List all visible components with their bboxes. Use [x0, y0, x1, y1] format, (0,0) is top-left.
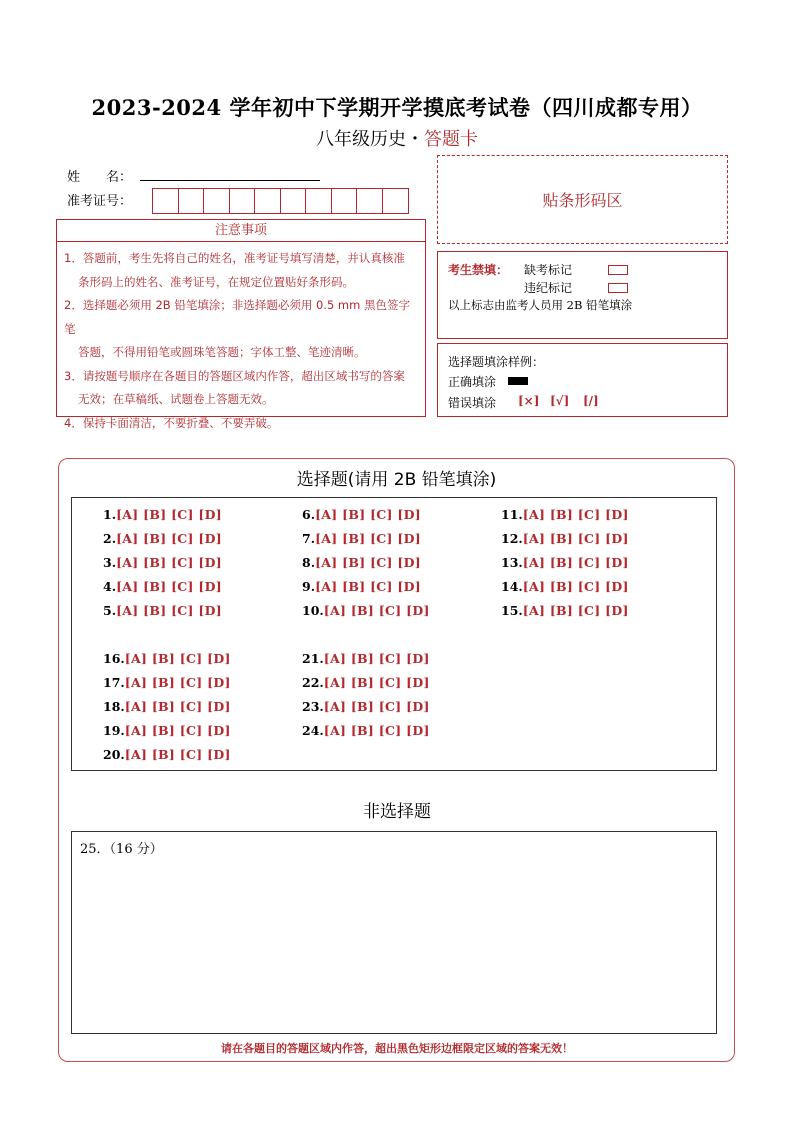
notice-line: 4．保持卡面清洁，不要折叠、不要弄破。 — [64, 415, 279, 430]
id-digit-box[interactable] — [255, 189, 281, 213]
question-row-11[interactable] — [501, 507, 629, 522]
q25-label: 25．（16 分） — [80, 842, 163, 857]
question-row-5[interactable] — [103, 603, 222, 618]
fill-sample-box — [437, 343, 728, 417]
answer-options[interactable]: [A] [B] [C] [D] — [323, 675, 430, 690]
question-number: 15. — [501, 603, 523, 618]
question-row-14[interactable] — [501, 579, 629, 594]
answer-options[interactable]: [A] [B] [C] [D] — [522, 555, 629, 570]
question-row-15[interactable] — [501, 603, 629, 618]
question-number: 5. — [103, 603, 117, 618]
notice-header: 注意事项 — [56, 219, 426, 242]
answer-options[interactable]: [A] [B] [C] [D] — [116, 507, 222, 522]
question-row-19[interactable] — [103, 723, 231, 738]
forbid-box — [437, 251, 728, 339]
id-label: 准考证号： — [67, 194, 133, 209]
question-row-3[interactable] — [103, 555, 222, 570]
sample-title: 选择题填涂样例： — [448, 355, 545, 369]
answer-options[interactable]: [A] [B] [C] [D] — [323, 699, 430, 714]
id-digit-box[interactable] — [383, 189, 409, 213]
answer-options[interactable]: [A] [B] [C] [D] — [116, 603, 222, 618]
wrong-mark-cross: [×] — [518, 394, 540, 408]
question-number: 10. — [302, 603, 324, 618]
question-row-10[interactable] — [302, 603, 430, 618]
nonchoice-section-title: 非选择题 — [363, 802, 431, 822]
question-number: 16. — [103, 651, 125, 666]
question-row-4[interactable] — [103, 579, 222, 594]
question-row-1[interactable] — [103, 507, 222, 522]
question-number: 7. — [302, 531, 316, 546]
question-number: 19. — [103, 723, 125, 738]
question-number: 3. — [103, 555, 117, 570]
notice-line: 1．答题前，考生先将自己的姓名，准考证号填写清楚，并认真核准 — [64, 251, 405, 265]
absent-label: 缺考标记 — [524, 263, 573, 277]
answer-options[interactable]: [A] [B] [C] [D] — [323, 603, 430, 618]
answer-options[interactable]: [A] [B] [C] [D] — [522, 579, 629, 594]
question-row-24[interactable] — [302, 723, 430, 738]
question-row-13[interactable] — [501, 555, 629, 570]
notice-line: 答题，不得用铅笔或圆珠笔答题；字体工整、笔迹清晰。 — [78, 345, 366, 359]
correct-fill-mark — [508, 377, 528, 385]
question-number: 23. — [302, 699, 324, 714]
notice-line: 3．请按题号顺序在各题目的答题区域内作答，超出区域书写的答案 — [64, 368, 405, 383]
name-label: 姓 名： — [67, 170, 133, 185]
answer-options[interactable]: [A] [B] [C] [D] — [522, 531, 629, 546]
id-digit-box[interactable] — [179, 189, 205, 213]
id-digit-box[interactable] — [153, 189, 179, 213]
id-digit-box[interactable] — [230, 189, 256, 213]
answer-options[interactable]: [A] [B] [C] [D] — [116, 555, 222, 570]
barcode-label: 贴条形码区 — [542, 191, 623, 210]
question-number: 13. — [501, 555, 523, 570]
question-number: 12. — [501, 531, 523, 546]
question-row-20[interactable] — [103, 747, 231, 762]
notice-item — [64, 365, 419, 412]
answer-options[interactable]: [A] [B] [C] [D] — [116, 579, 222, 594]
question-row-2[interactable] — [103, 531, 222, 546]
question-number: 21. — [302, 651, 324, 666]
question-number: 22. — [302, 675, 324, 690]
question-number: 4. — [103, 579, 117, 594]
question-number: 14. — [501, 579, 523, 594]
answer-options[interactable]: [A] [B] [C] [D] — [124, 675, 231, 690]
notice-line: 2．选择题必须用 2B 铅笔填涂；非选择题必须用 0.5 mm 黑色签字笔 — [64, 298, 410, 336]
wrong-mark-slash: [/] — [583, 394, 599, 408]
answer-options[interactable]: [A] [B] [C] [D] — [124, 747, 231, 762]
answer-options[interactable]: [A] [B] [C] [D] — [315, 531, 421, 546]
answer-options[interactable]: [A] [B] [C] [D] — [315, 507, 421, 522]
question-number: 11. — [501, 507, 523, 522]
notice-line: 无效；在草稿纸、试题卷上答题无效。 — [78, 392, 274, 406]
question-row-8[interactable] — [302, 555, 421, 570]
id-digit-box[interactable] — [357, 189, 383, 213]
question-number: 18. — [103, 699, 125, 714]
id-digit-box[interactable] — [306, 189, 332, 213]
question-row-6[interactable] — [302, 507, 421, 522]
answer-options[interactable]: [A] [B] [C] [D] — [124, 699, 231, 714]
question-number: 6. — [302, 507, 316, 522]
answer-options[interactable]: [A] [B] [C] [D] — [323, 723, 430, 738]
notice-item — [64, 412, 419, 436]
question-row-17[interactable] — [103, 675, 231, 690]
wrong-mark-check: [√] — [550, 394, 570, 408]
question-number: 8. — [302, 555, 316, 570]
answer-options[interactable]: [A] [B] [C] [D] — [522, 603, 629, 618]
answer-options[interactable]: [A] [B] [C] [D] — [116, 531, 222, 546]
question-row-9[interactable] — [302, 579, 421, 594]
question-row-21[interactable] — [302, 651, 430, 666]
id-digit-box[interactable] — [281, 189, 307, 213]
answer-options[interactable]: [A] [B] [C] [D] — [522, 507, 629, 522]
answer-options[interactable]: [A] [B] [C] [D] — [323, 651, 430, 666]
notice-item — [64, 294, 419, 365]
violation-label: 违纪标记 — [524, 281, 573, 295]
q25-answer-box[interactable] — [71, 831, 717, 1034]
question-row-18[interactable] — [103, 699, 231, 714]
footer-warning: 请在各题目的答题区域内作答，超出黑色矩形边框限定区域的答案无效！ — [221, 1042, 573, 1055]
answer-options[interactable]: [A] [B] [C] [D] — [315, 579, 421, 594]
question-row-12[interactable] — [501, 531, 629, 546]
notice-line: 条形码上的姓名、准考证号，在规定位置贴好条形码。 — [78, 274, 354, 289]
question-number: 9. — [302, 579, 316, 594]
exam-id-boxes[interactable] — [152, 188, 409, 214]
question-number: 2. — [103, 531, 117, 546]
answer-options[interactable]: [A] [B] [C] [D] — [124, 651, 231, 666]
forbid-note: 以上标志由监考人员用 2B 铅笔填涂 — [448, 298, 633, 312]
subtitle-answer-sheet: 答题卡 — [424, 129, 478, 150]
question-number: 1. — [103, 507, 117, 522]
exam-subtitle — [0, 125, 794, 151]
question-row-22[interactable] — [302, 675, 430, 690]
absent-mark-box[interactable] — [608, 265, 628, 275]
notice-box — [56, 241, 426, 430]
answer-options[interactable]: [A] [B] [C] [D] — [124, 723, 231, 738]
id-digit-box[interactable] — [332, 189, 358, 213]
question-number: 20. — [103, 747, 125, 762]
question-row-7[interactable] — [302, 531, 421, 546]
question-row-16[interactable] — [103, 651, 231, 666]
question-number: 24. — [302, 723, 324, 738]
question-row-23[interactable] — [302, 699, 430, 714]
choice-section-title: 选择题(请用 2B 铅笔填涂) — [296, 470, 497, 490]
id-digit-box[interactable] — [204, 189, 230, 213]
correct-fill-label: 正确填涂 — [448, 375, 497, 389]
wrong-fill-label: 错误填涂 — [448, 396, 497, 410]
notice-item — [64, 247, 419, 294]
subtitle-main: 八年级历史・ — [316, 129, 424, 150]
violation-mark-box[interactable] — [608, 283, 628, 293]
barcode-area — [437, 155, 728, 244]
question-number: 17. — [103, 675, 125, 690]
exam-title: 2023-2024 学年初中下学期开学摸底考试卷（四川成都专用） — [91, 95, 703, 120]
forbid-label: 考生禁填： — [448, 263, 509, 277]
name-field[interactable] — [140, 180, 320, 181]
answer-options[interactable]: [A] [B] [C] [D] — [315, 555, 421, 570]
